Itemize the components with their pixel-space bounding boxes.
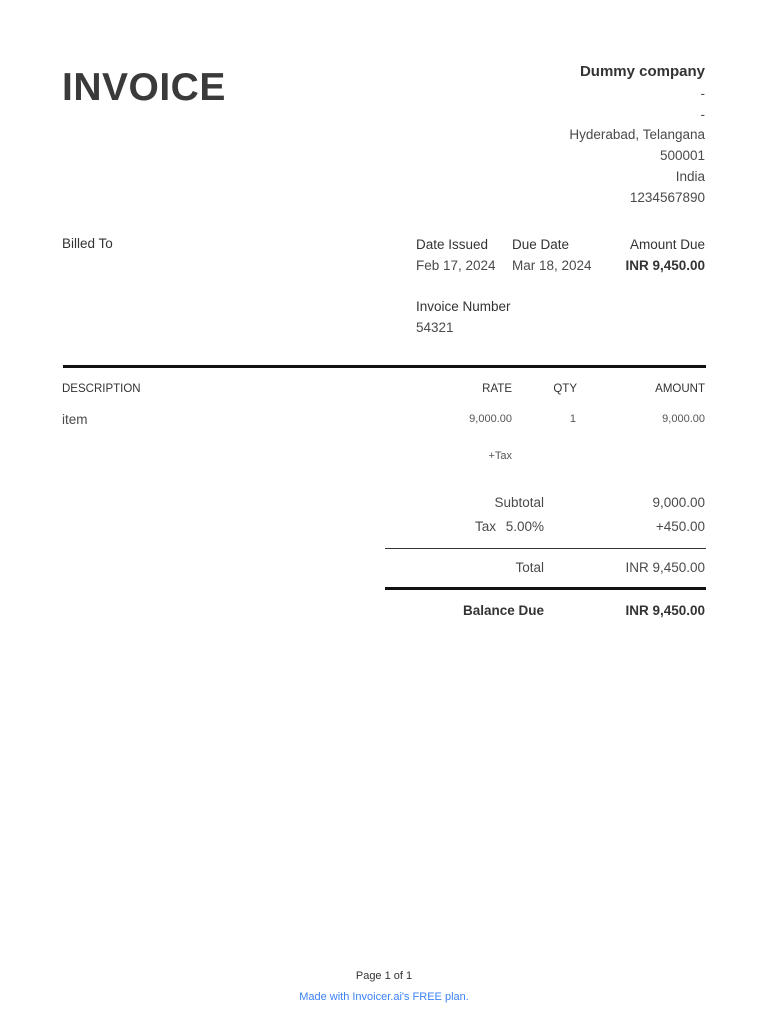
- date-issued-label: Date Issued: [416, 237, 489, 252]
- total-value: INR 9,450.00: [625, 560, 705, 575]
- column-header-amount: AMOUNT: [655, 383, 705, 395]
- company-address-line-1: -: [700, 86, 705, 101]
- tax-value: +450.00: [655, 519, 705, 534]
- total-label: Total: [515, 560, 544, 575]
- company-country: India: [675, 168, 705, 184]
- column-header-qty: QTY: [553, 383, 577, 395]
- balance-due-value: INR 9,450.00: [625, 603, 705, 618]
- line-item-qty: 1: [569, 413, 576, 425]
- date-issued-value: Feb 17, 2024: [416, 258, 496, 273]
- invoice-number-value: 54321: [416, 320, 454, 335]
- balance-due-label: Balance Due: [462, 603, 544, 618]
- line-item-amount: 9,000.00: [662, 413, 705, 425]
- due-date-block: [512, 236, 592, 275]
- amount-due-value: INR 9,450.00: [625, 258, 705, 273]
- company-city: Hyderabad, Telangana: [569, 127, 705, 143]
- line-item-description: item: [62, 412, 88, 427]
- subtotal-value: 9,000.00: [652, 495, 705, 510]
- company-address-line-2: -: [700, 106, 705, 122]
- tax-rate: 5.00%: [505, 519, 544, 534]
- amount-due-block: [625, 236, 705, 275]
- invoice-number-block: [416, 298, 511, 337]
- column-header-rate: RATE: [482, 383, 512, 395]
- due-date-label: Due Date: [512, 237, 570, 252]
- company-phone: 1234567890: [629, 189, 705, 205]
- column-header-description: DESCRIPTION: [62, 383, 141, 395]
- company-postal-code: 500001: [659, 148, 705, 164]
- invoice-number-label: Invoice Number: [416, 299, 511, 314]
- due-date-value: Mar 18, 2024: [512, 258, 592, 273]
- company-name: Dummy company: [579, 63, 705, 80]
- tax-label: Tax: [474, 519, 496, 534]
- page-number: Page 1 of 1: [355, 970, 413, 982]
- subtotal-label: Subtotal: [494, 495, 544, 510]
- totals-divider: [385, 548, 706, 549]
- made-with-link[interactable]: Made with Invoicer.ai's FREE plan.: [299, 991, 469, 1003]
- line-item-rate: 9,000.00: [469, 413, 512, 425]
- amount-due-label: Amount Due: [629, 237, 705, 252]
- line-item-tax-note: +Tax: [488, 450, 512, 462]
- header-divider: [63, 365, 706, 368]
- billed-to-label: Billed To: [62, 236, 113, 251]
- company-info: [569, 62, 705, 208]
- page-title: INVOICE: [62, 66, 226, 109]
- balance-divider: [385, 587, 706, 590]
- date-issued-block: [416, 236, 496, 275]
